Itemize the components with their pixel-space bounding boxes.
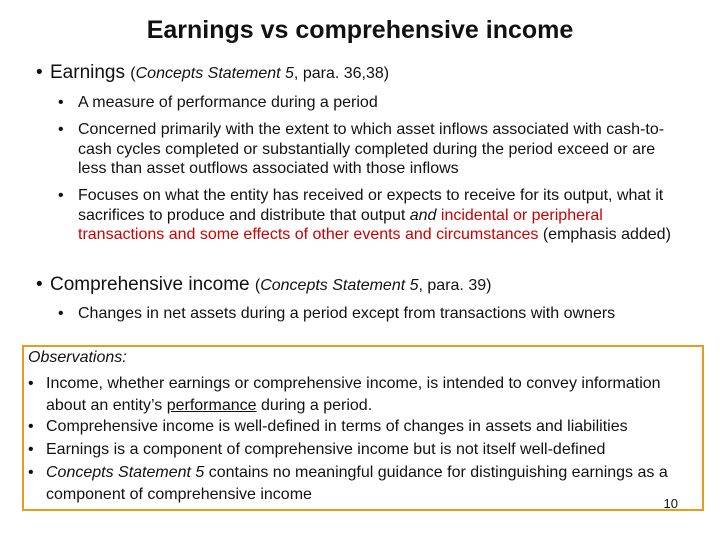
bullet: • bbox=[28, 418, 34, 435]
observation-1: • Income, whether earnings or comprehensive income, is intended to convey information about an entity’s performance during a period. bbox=[28, 375, 661, 414]
bullet: • bbox=[36, 274, 43, 295]
earnings-point-2: • Concerned primarily with the extent to which asset inflows associated with cash-to-cash cycles completed or substantially completed during the period exceed or are less than asset outflows associated with those inflows bbox=[58, 121, 665, 177]
earnings-heading bbox=[36, 62, 389, 84]
earnings-point-3: • Focuses on what the entity has received or expects to receive for its output, what it sacrifices to produce and distribute that output and incidental or peripheral transactions and some effects of other events and circumstances (emphasis added) bbox=[58, 187, 671, 243]
bullet: • bbox=[36, 62, 43, 83]
comprehensive-income-point-1: • Changes in net assets during a period except from transactions with owners bbox=[58, 305, 616, 322]
observations-title: Observations: bbox=[28, 349, 127, 366]
observation-2: • Comprehensive income is well-defined in terms of changes in assets and liabilities bbox=[28, 416, 704, 438]
observation-4: • Concepts Statement 5 contains no meaningful guidance for distinguishing earnings as a component of comprehensive income bbox=[28, 464, 668, 503]
slide-title: Earnings vs comprehensive income bbox=[146, 16, 574, 44]
earnings-label: Earnings bbox=[50, 62, 125, 83]
comprehensive-income-source: (Concepts Statement 5, para. 39) bbox=[254, 277, 492, 294]
highlighted-text: incidental or peripheral transactions and some effects of other events and circumstances bbox=[78, 206, 603, 243]
earnings-point-1: • A measure of performance during a period bbox=[58, 94, 378, 111]
bullet: • bbox=[28, 375, 34, 392]
bullet: • bbox=[58, 305, 64, 322]
observations-box bbox=[22, 345, 704, 511]
bullet: • bbox=[58, 187, 64, 204]
page-number: 10 bbox=[663, 496, 678, 511]
bullet: • bbox=[58, 121, 64, 138]
earnings-source: (Concepts Statement 5, para. 36,38) bbox=[130, 65, 390, 82]
observation-3: • Earnings is a component of comprehensive income but is not itself well-defined bbox=[28, 439, 704, 461]
comprehensive-income-label: Comprehensive income bbox=[50, 274, 250, 295]
bullet: • bbox=[58, 94, 64, 111]
bullet: • bbox=[28, 441, 34, 458]
comprehensive-income-heading bbox=[36, 274, 491, 296]
bullet: • bbox=[28, 464, 34, 481]
